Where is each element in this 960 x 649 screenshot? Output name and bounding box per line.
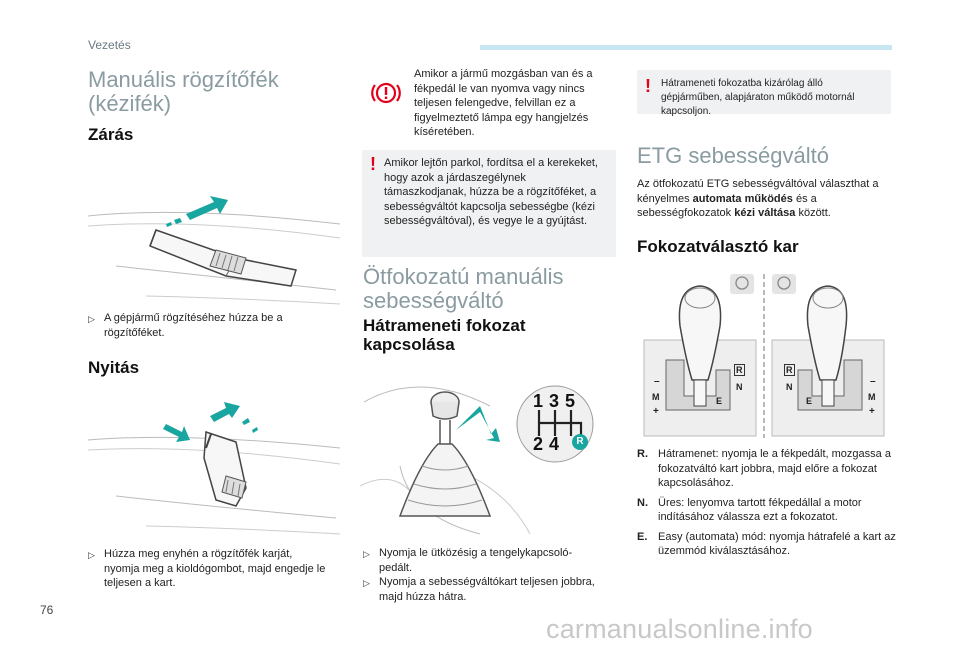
- right-label-r: R: [786, 365, 793, 375]
- definition-key-n: N.: [637, 496, 648, 509]
- etg-title: ETG sebességváltó: [637, 143, 829, 168]
- left-label-plus: +: [653, 406, 659, 417]
- reverse-warning-box: [637, 70, 891, 117]
- handbrake-release-illustration: [86, 388, 342, 536]
- brake-warning-icon: [368, 78, 404, 108]
- etg-intro-bold-manual: kézi váltása: [734, 207, 796, 219]
- etg-intro-bold-auto: automata működés: [692, 192, 793, 205]
- header-rule: [480, 45, 892, 50]
- bullet-arrow-icon: ▷: [88, 550, 95, 560]
- locking-heading: Zárás: [88, 125, 134, 144]
- reverse-warning-text: Hátrameneti fokozatba kizárólag álló gépjárműben, alapjáraton működő motornál kapcsoljon.: [661, 78, 855, 117]
- left-label-e: E: [716, 396, 723, 406]
- right-label-plus: +: [869, 406, 875, 417]
- reverse-step-1: [363, 546, 603, 575]
- gear-label-3: 3: [549, 391, 560, 411]
- parking-warning-text: Amikor lejtőn parkol, fordítsa el a kerekeket, hogy azok a járdaszegélynek támaszkodjanak, húzza be a rögzítőféket, a sebességváltót kapcsolja sebességbe (kézi sebességváltóval), és vegye le a gyújtást.: [384, 157, 598, 227]
- handbrake-title: Manuális rögzítőfék (kézifék): [88, 67, 279, 116]
- etg-intro-text-2: és a sebességfokozatok: [637, 192, 817, 219]
- exclamation-icon: !: [645, 76, 651, 96]
- etg-intro: [637, 177, 897, 221]
- definition-e: [637, 530, 897, 559]
- section-label: Vezetés: [88, 38, 131, 52]
- definition-key-e: E.: [637, 530, 648, 543]
- left-label-r: R: [736, 365, 743, 375]
- releasing-instruction-text: Húzza meg enyhén a rögzítőfék karját, nyomja meg a kioldógombot, majd engedje le teljesen a kart.: [104, 548, 326, 589]
- etg-intro-text-1: Az ötfokozatú ETG sebességváltóval választhat a kényelmes: [637, 178, 879, 205]
- definition-text-n: Üres: lenyomva tartott fékpedállal a motor indításához válassza ezt a fokozatot.: [658, 496, 862, 523]
- shift-direction-arrow: [456, 406, 500, 442]
- right-label-minus: –: [870, 376, 876, 387]
- right-label-n: N: [786, 382, 793, 392]
- watermark: carmanualsonline.info: [546, 614, 813, 644]
- gear-pattern-diagram: [515, 384, 595, 464]
- parking-warning-box: [362, 150, 616, 257]
- gear-definitions: [637, 447, 897, 564]
- right-label-m: M: [868, 392, 876, 402]
- reverse-gear-heading: Hátrameneti fokozat kapcsolása: [363, 316, 526, 354]
- handbrake-lock-illustration: [86, 158, 342, 306]
- selector-lever-diagram: [640, 270, 892, 438]
- reverse-instructions: [363, 546, 603, 604]
- reverse-step-2-text: Nyomja a sebességváltókart teljesen jobbra, majd húzza hátra.: [379, 576, 595, 603]
- locking-instruction-text: A gépjármű rögzítéséhez húzza be a rögzítőféket.: [104, 312, 283, 339]
- page-number: 76: [40, 603, 54, 617]
- gear-label-1: 1: [533, 391, 544, 411]
- locking-instruction: [88, 311, 328, 340]
- definition-text-r: Hátramenet: nyomja le a fékpedált, mozgassa a fokozatváltó kart jobbra, majd előre a fokozat kapcsolásához.: [658, 448, 891, 489]
- reverse-step-2: [363, 575, 603, 604]
- releasing-heading: Nyitás: [88, 358, 140, 377]
- reverse-step-1-text: Nyomja le ütközésig a tengelykapcsoló-pedált.: [379, 547, 573, 574]
- stop-warning-text: Amikor a jármű mozgásban van és a fékpedál le van nyomva vagy nincs teljesen felengedve, felvillan ez a figyelmeztető lámpa egy hangjelzés kíséretében.: [414, 68, 593, 138]
- bullet-arrow-icon: ▷: [88, 314, 95, 324]
- releasing-instruction: [88, 547, 328, 591]
- definition-key-r: R.: [637, 448, 648, 460]
- definition-r: [637, 447, 897, 491]
- right-label-e: E: [806, 396, 813, 406]
- bullet-arrow-icon: ▷: [363, 578, 370, 588]
- definition-text-e: Easy (automata) mód: nyomja hátrafelé a kart az üzemmód kiválasztásához.: [658, 530, 896, 557]
- reverse-gear-badge: R: [572, 434, 588, 450]
- gear-label-4: 4: [549, 434, 560, 454]
- definition-n: [637, 496, 897, 525]
- left-label-m: M: [652, 392, 660, 402]
- bullet-arrow-icon: ▷: [363, 549, 370, 559]
- left-label-minus: –: [654, 376, 660, 387]
- selector-lever-heading: Fokozatválasztó kar: [637, 237, 799, 256]
- gear-label-5: 5: [565, 391, 576, 411]
- left-label-n: N: [736, 382, 743, 392]
- pull-direction-arrow: [166, 196, 228, 227]
- exclamation-icon: !: [370, 154, 376, 174]
- etg-intro-text-3: között.: [795, 207, 831, 219]
- manual-gearbox-title: Ötfokozatú manuális sebességváltó: [363, 264, 564, 313]
- gear-label-2: 2: [533, 434, 544, 454]
